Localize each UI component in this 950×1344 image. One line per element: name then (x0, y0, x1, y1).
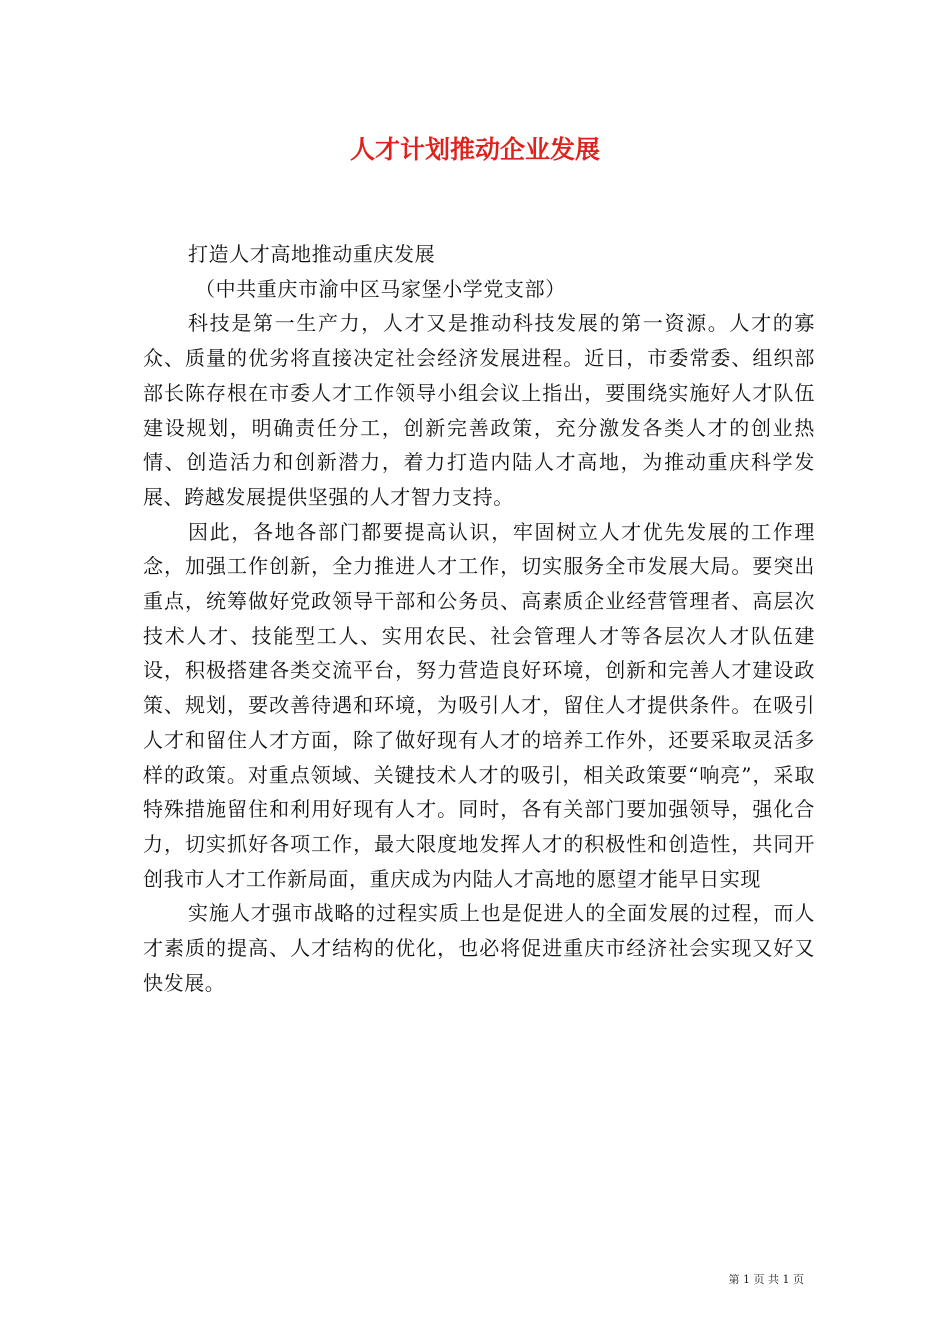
body-paragraph-2: 因此，各地各部门都要提高认识，牢固树立人才优先发展的工作理念，加强工作创新，全力推进人才工作，切实服务全市发展大局。要突出重点，统筹做好党政领导干部和公务员、高素质企业经营管理者、高层次技术人才、技能型工人、实用农民、社会管理人才等各层次人才队伍建设，积极搭建各类交流平台，努力营造良好环境，创新和完善人才建设政策、规划，要改善待遇和环境，为吸引人才，留住人才提供条件。在吸引人才和留住人才方面，除了做好现有人才的培养工作外，还要采取灵活多样的政策。对重点领域、关键技术人才的吸引，相关政策要“响亮”，采取特殊措施留住和利用好现有人才。同时，各有关部门要加强领导，强化合力，切实抓好各项工作，最大限度地发挥人才的积极性和创造性，共同开创我市人才工作新局面，重庆成为内陆人才高地的愿望才能早日实现 (143, 519, 815, 891)
document-body (143, 237, 815, 1000)
body-paragraph-1: 科技是第一生产力，人才又是推动科技发展的第一资源。人才的寡众、质量的优劣将直接决定社会经济发展进程。近日，市委常委、组织部部长陈存根在市委人才工作领导小组会议上指出，要围绕实施好人才队伍建设规划，明确责任分工，创新完善政策，充分激发各类人才的创业热情、创造活力和创新潜力，着力打造内陆人才高地，为推动重庆科学发展、跨越发展提供坚强的人才智力支持。 (143, 311, 815, 509)
author-organization: （中共重庆市渝中区马家堡小学党支部） (195, 276, 566, 301)
article-subtitle: 打造人才高地推动重庆发展 (188, 242, 436, 266)
document-title: 人才计划推动企业发展 (349, 135, 600, 164)
body-paragraph-3: 实施人才强市战略的过程实质上也是促进人的全面发展的过程，而人才素质的提高、人才结构的优化，也必将促进重庆市经济社会实现又好又快发展。 (143, 901, 815, 995)
page-number-footer: 第 1 页 共 1 页 (728, 1273, 804, 1286)
